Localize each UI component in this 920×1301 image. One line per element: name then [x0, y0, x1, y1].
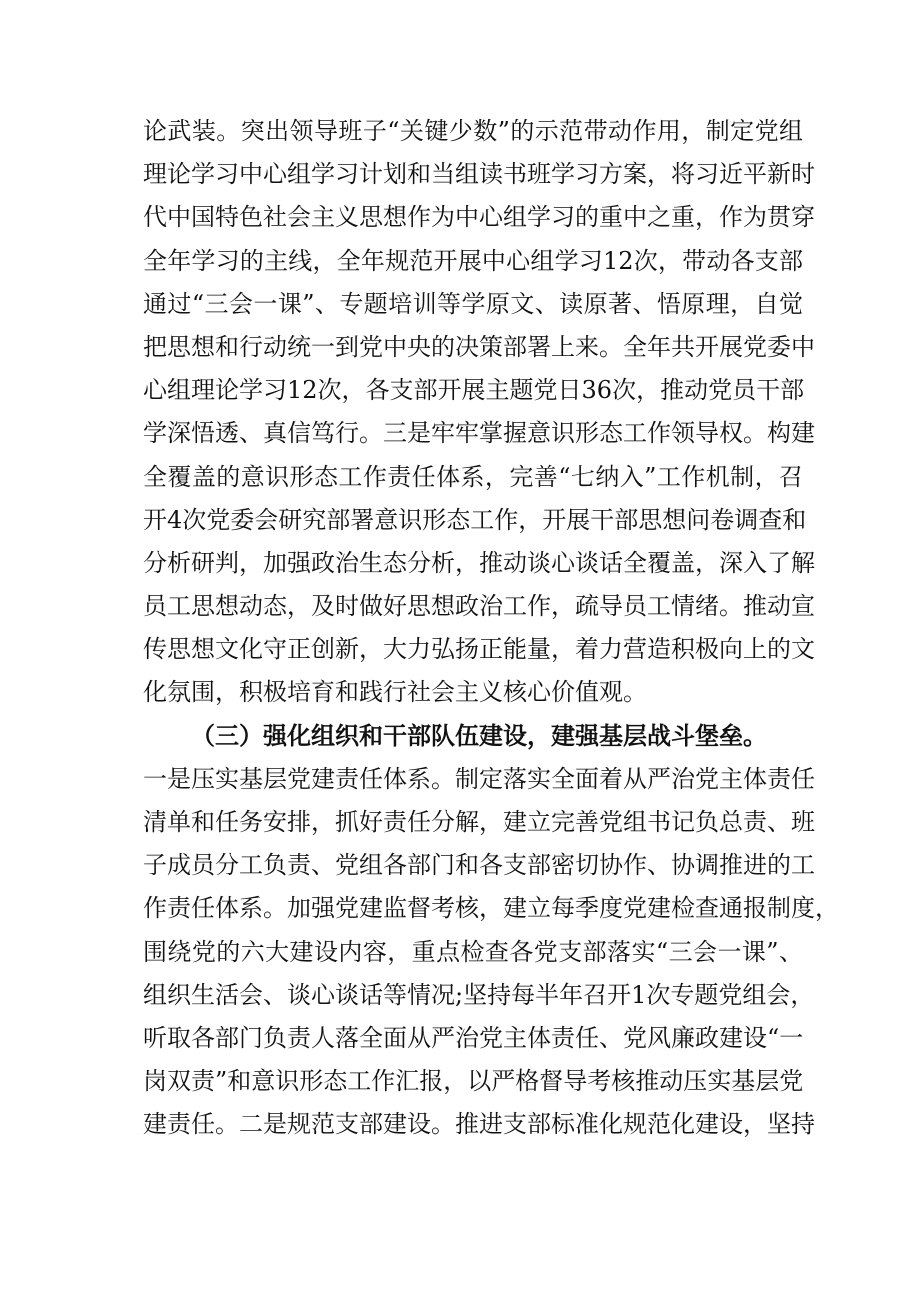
body-line: 化氛围，积极培育和践行社会主义核心价值观。 — [143, 678, 647, 707]
body-line: 通过“三会一课”、专题培训等学原文、读原著、悟原理，自觉 — [143, 289, 803, 318]
body-line: 传思想文化守正创新，大力弘扬正能量，着力营造积极向上的文 — [143, 635, 815, 664]
body-line: 理论学习中心组学习计划和当组读书班学习方案，将习近平新时 — [143, 160, 815, 189]
body-line: 清单和任务安排，抓好责任分解，建立完善党组书记负总责、班 — [143, 808, 815, 836]
body-line: 开4次党委会研究部署意识形态工作，开展干部思想问卷调查和 — [143, 505, 807, 534]
body-line: 员工思想动态，及时做好思想政治工作，疏导员工情绪。推动宣 — [143, 592, 815, 621]
body-line: 岗双责”和意识形态工作汇报，以严格督导考核推动压实基层党 — [143, 1067, 804, 1096]
section-heading: （三）强化组织和干部队伍建设，建强基层战斗堡垒。 — [191, 721, 767, 750]
document-body — [143, 110, 839, 1147]
body-line: 心组理论学习12次，各支部开展主题党日36次，推动党员干部 — [143, 376, 805, 405]
body-line: 听取各部门负责人落全面从严治党主体责任、党风廉政建设“一 — [143, 1023, 804, 1052]
body-line: 论武装。突出领导班子“关键少数”的示范带动作用，制定党组 — [143, 117, 803, 145]
body-line: 组织生活会、谈心谈话等情况;坚持每半年召开1次专题党组会， — [143, 980, 815, 1009]
body-line: 一是压实基层党建责任体系。制定落实全面着从严治党主体责任 — [143, 764, 815, 793]
body-line: 作责任体系。加强党建监督考核，建立每季度党建检查通报制度， — [143, 894, 839, 923]
body-line: 建责任。二是规范支部建设。推进支部标准化规范化建设，坚持 — [143, 1110, 815, 1139]
body-line: 代中国特色社会主义思想作为中心组学习的重中之重，作为贯穿 — [143, 203, 815, 232]
body-line: 分析研判，加强政治生态分析，推动谈心谈话全覆盖，深入了解 — [143, 548, 815, 577]
body-line: 全覆盖的意识形态工作责任体系，完善“七纳入”工作机制，召 — [143, 462, 803, 491]
body-line: 学深悟透、真信笃行。三是牢牢掌握意识形态工作领导权。构建 — [143, 419, 815, 448]
body-line: 围绕党的六大建设内容，重点检查各党支部落实“三会一课”、 — [143, 937, 803, 966]
body-line: 子成员分工负责、党组各部门和各支部密切协作、协调推进的工 — [143, 851, 815, 880]
body-line: 把思想和行动统一到党中央的决策部署上来。全年共开展党委中 — [143, 332, 815, 361]
body-line: 全年学习的主线，全年规范开展中心组学习12次，带动各支部 — [143, 246, 803, 275]
